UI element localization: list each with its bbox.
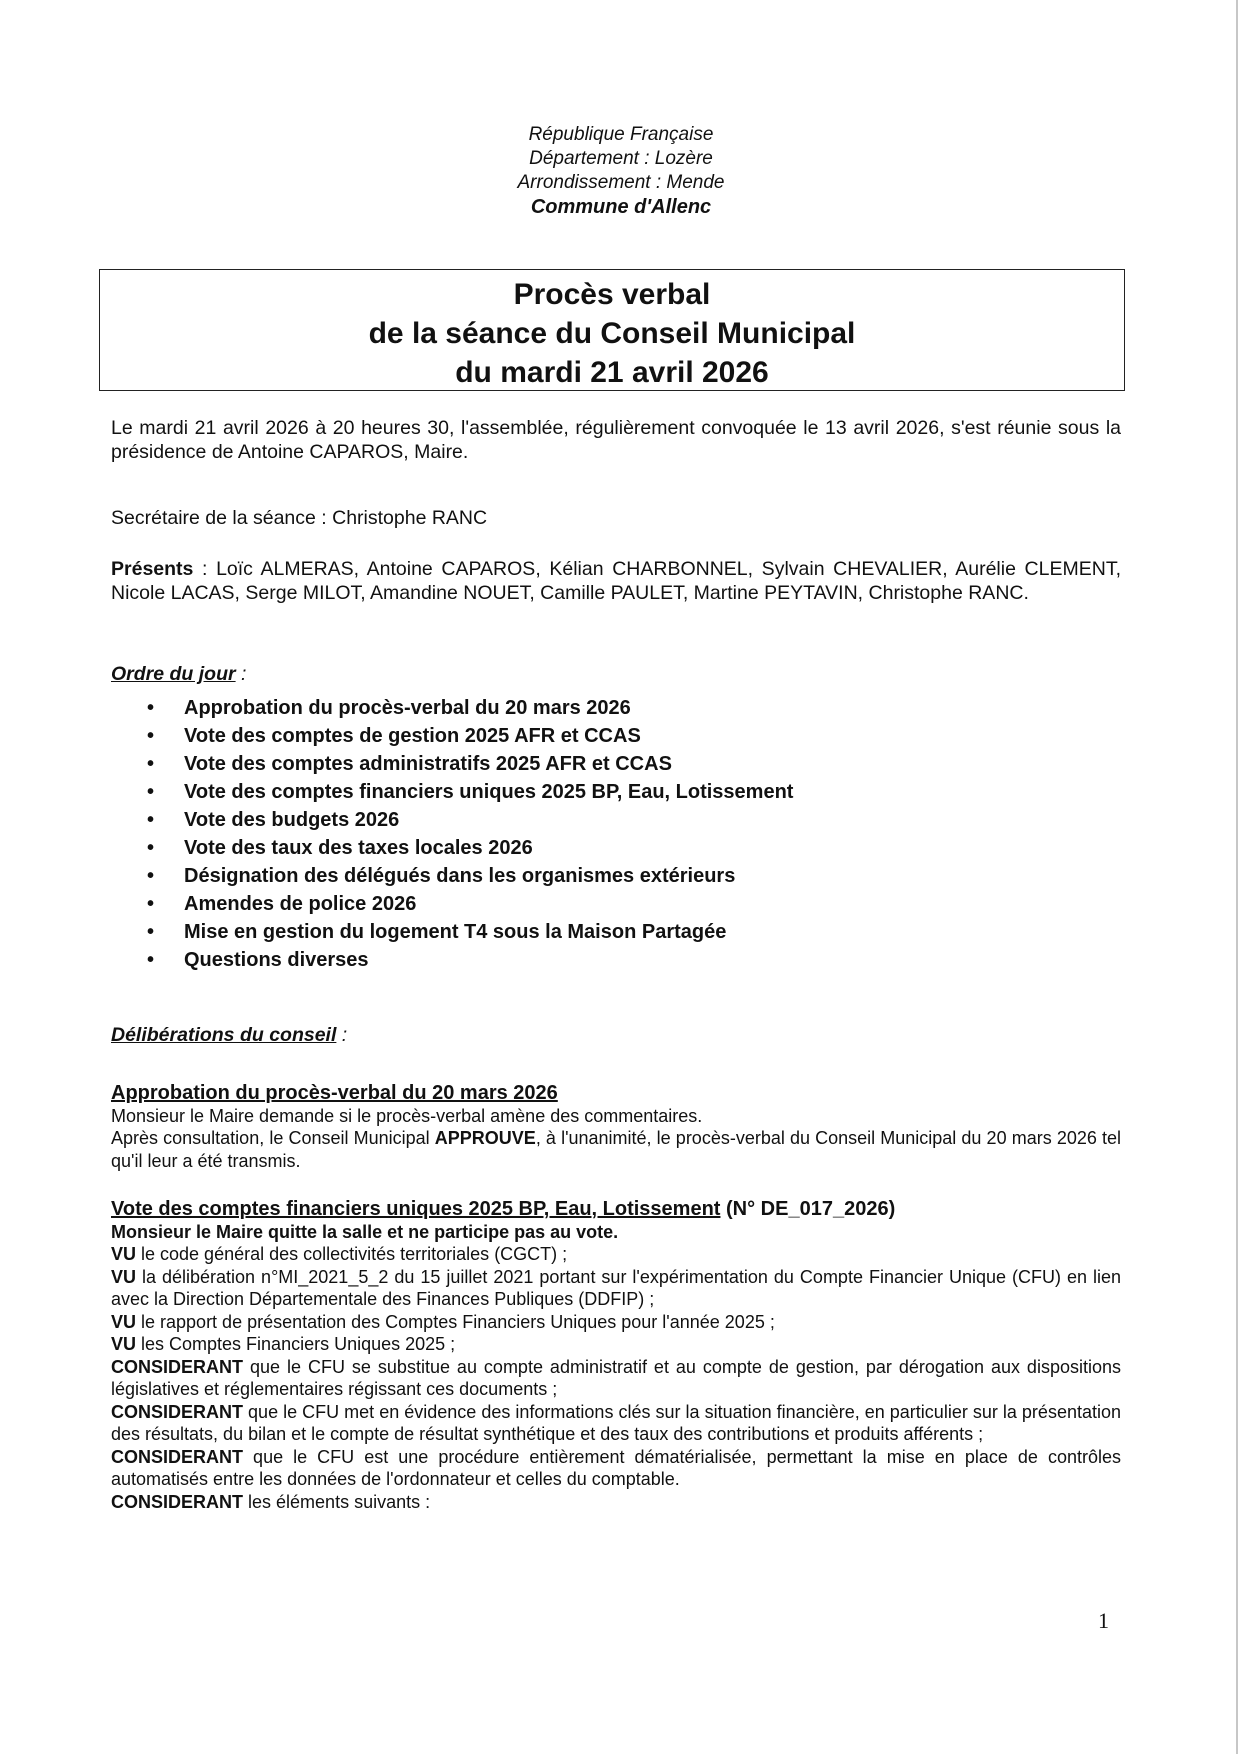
page-number: 1 — [1098, 1608, 1109, 1633]
agenda-item: • Vote des taux des taxes locales 2026 — [143, 834, 793, 862]
section-cfu-note: Monsieur le Maire quitte la salle et ne participe pas au vote. — [111, 1221, 619, 1242]
agenda-list — [143, 694, 793, 974]
section-approbation-title: Approbation du procès-verbal du 20 mars 2026 — [111, 1082, 558, 1104]
vu-text: le rapport de présentation des Comptes Financiers Uniques pour l'année 2025 ; — [136, 1311, 775, 1332]
agenda-heading-suffix: : — [235, 663, 247, 685]
text-span: , à l'unanimité, le procès-verbal du Conseil Municipal du 20 mars 2026 tel qu'il leur a été transmis. — [111, 1128, 1122, 1171]
considerant-line — [111, 1446, 1121, 1491]
agenda-item: • Mise en gestion du logement T4 sous la Maison Partagée — [143, 918, 793, 946]
agenda-item: • Vote des comptes administratifs 2025 AFR et CCAS — [143, 750, 793, 778]
vu-line — [111, 1311, 1121, 1334]
document-header — [0, 123, 1242, 219]
scan-edge — [1236, 0, 1238, 1754]
vu-keyword: VU — [111, 1311, 137, 1332]
intro-paragraph: Le mardi 21 avril 2026 à 20 heures 30, l'assemblée, régulièrement convoquée le 13 avril 2026, s'est réunie sous la présidence de Antoine CAPAROS, Maire. — [111, 417, 1121, 463]
vu-keyword: VU — [111, 1334, 137, 1354]
title-line-2: de la séance du Conseil Municipal — [368, 317, 856, 350]
presents-paragraph — [111, 557, 1121, 605]
title-line-3: du mardi 21 avril 2026 — [455, 356, 769, 389]
vu-line — [111, 1333, 1121, 1356]
header-commune: Commune d'Allenc — [530, 196, 712, 218]
agenda-item: • Questions diverses — [143, 946, 793, 974]
agenda-item: • Approbation du procès-verbal du 20 mars 2026 — [143, 694, 793, 722]
agenda-item: • Vote des comptes financiers uniques 2025 BP, Eau, Lotissement — [143, 778, 793, 806]
text-span: Après consultation, le Conseil Municipal — [111, 1128, 435, 1148]
vu-line — [111, 1243, 1121, 1266]
section-cfu — [111, 1198, 1121, 1513]
considerant-line — [111, 1401, 1121, 1446]
agenda-item: • Amendes de police 2026 — [143, 890, 793, 918]
vu-text: le code général des collectivités territoriales (CGCT) ; — [136, 1244, 568, 1264]
deliberations-heading: Délibérations du conseil — [111, 1024, 337, 1046]
title-line-1: Procès verbal — [513, 278, 711, 311]
approuve-keyword: APPROUVE — [434, 1128, 536, 1148]
considerant-line — [111, 1491, 1121, 1514]
presents-label: Présents — [111, 558, 194, 580]
title-box — [99, 269, 1125, 391]
presents-list: : Loïc ALMERAS, Antoine CAPAROS, Kélian CHARBONNEL, Sylvain CHEVALIER, Aurélie CLEMENT, Nicole LACAS, Serge MILOT, Amandine NOUET, Camille PAULET, Martine PEYTAVIN, Christophe RANC. — [111, 558, 1121, 604]
header-departement: Département : Lozère — [529, 148, 713, 169]
agenda-item: • Vote des budgets 2026 — [143, 806, 793, 834]
section-approbation-line2 — [111, 1127, 1121, 1172]
vu-text: les Comptes Financiers Uniques 2025 ; — [136, 1334, 456, 1354]
vu-line — [111, 1266, 1121, 1311]
agenda-item: • Vote des comptes de gestion 2025 AFR et CCAS — [143, 722, 793, 750]
header-arrondissement: Arrondissement : Mende — [517, 172, 725, 193]
deliberations-heading-suffix: : — [336, 1024, 348, 1046]
section-cfu-ref: (N° DE_017_2026) — [720, 1198, 896, 1220]
considerant-text: les éléments suivants : — [243, 1491, 431, 1512]
vu-keyword: VU — [111, 1266, 137, 1287]
secretary-line: Secrétaire de la séance : Christophe RANC — [111, 507, 488, 529]
considerant-keyword: CONSIDERANT — [111, 1446, 244, 1467]
considerant-text: que le CFU se substitue au compte administratif et au compte de gestion, par dérogation aux dispositions législatives et réglementaires régissant ces documents ; — [111, 1356, 1121, 1399]
section-cfu-title: Vote des comptes financiers uniques 2025 BP, Eau, Lotissement — [111, 1198, 721, 1220]
deliberations-heading-line — [111, 1023, 1121, 1047]
header-republique: République Française — [528, 124, 714, 145]
vu-text: la délibération n°MI_2021_5_2 du 15 juillet 2021 portant sur l'expérimentation du Compte Financier Unique (CFU) en lien avec la Direction Départementale des Finances Publiques (DDFIP) ; — [111, 1266, 1121, 1309]
considerant-keyword: CONSIDERANT — [111, 1356, 244, 1377]
considerant-keyword: CONSIDERANT — [111, 1491, 244, 1512]
considerant-keyword: CONSIDERANT — [111, 1401, 244, 1422]
vu-keyword: VU — [111, 1244, 137, 1264]
considerant-line — [111, 1356, 1121, 1401]
section-cfu-title-line — [111, 1198, 1121, 1221]
section-approbation — [111, 1082, 1121, 1172]
considerant-text: que le CFU est une procédure entièrement dématérialisée, permettant la mise en place de contrôles automatisés entre les données de l'ordonnateur et celles du comptable. — [111, 1446, 1121, 1489]
agenda-heading: Ordre du jour — [111, 663, 236, 685]
agenda-item: • Désignation des délégués dans les organismes extérieurs — [143, 862, 793, 890]
agenda-heading-line — [111, 662, 1121, 686]
considerant-text: que le CFU met en évidence des informations clés sur la situation financière, en particulier sur la présentation des résultats, du bilan et le compte de résultat synthétique et des taux des contributions et produits afférents ; — [111, 1401, 1121, 1444]
section-approbation-line1: Monsieur le Maire demande si le procès-verbal amène des commentaires. — [111, 1105, 703, 1126]
